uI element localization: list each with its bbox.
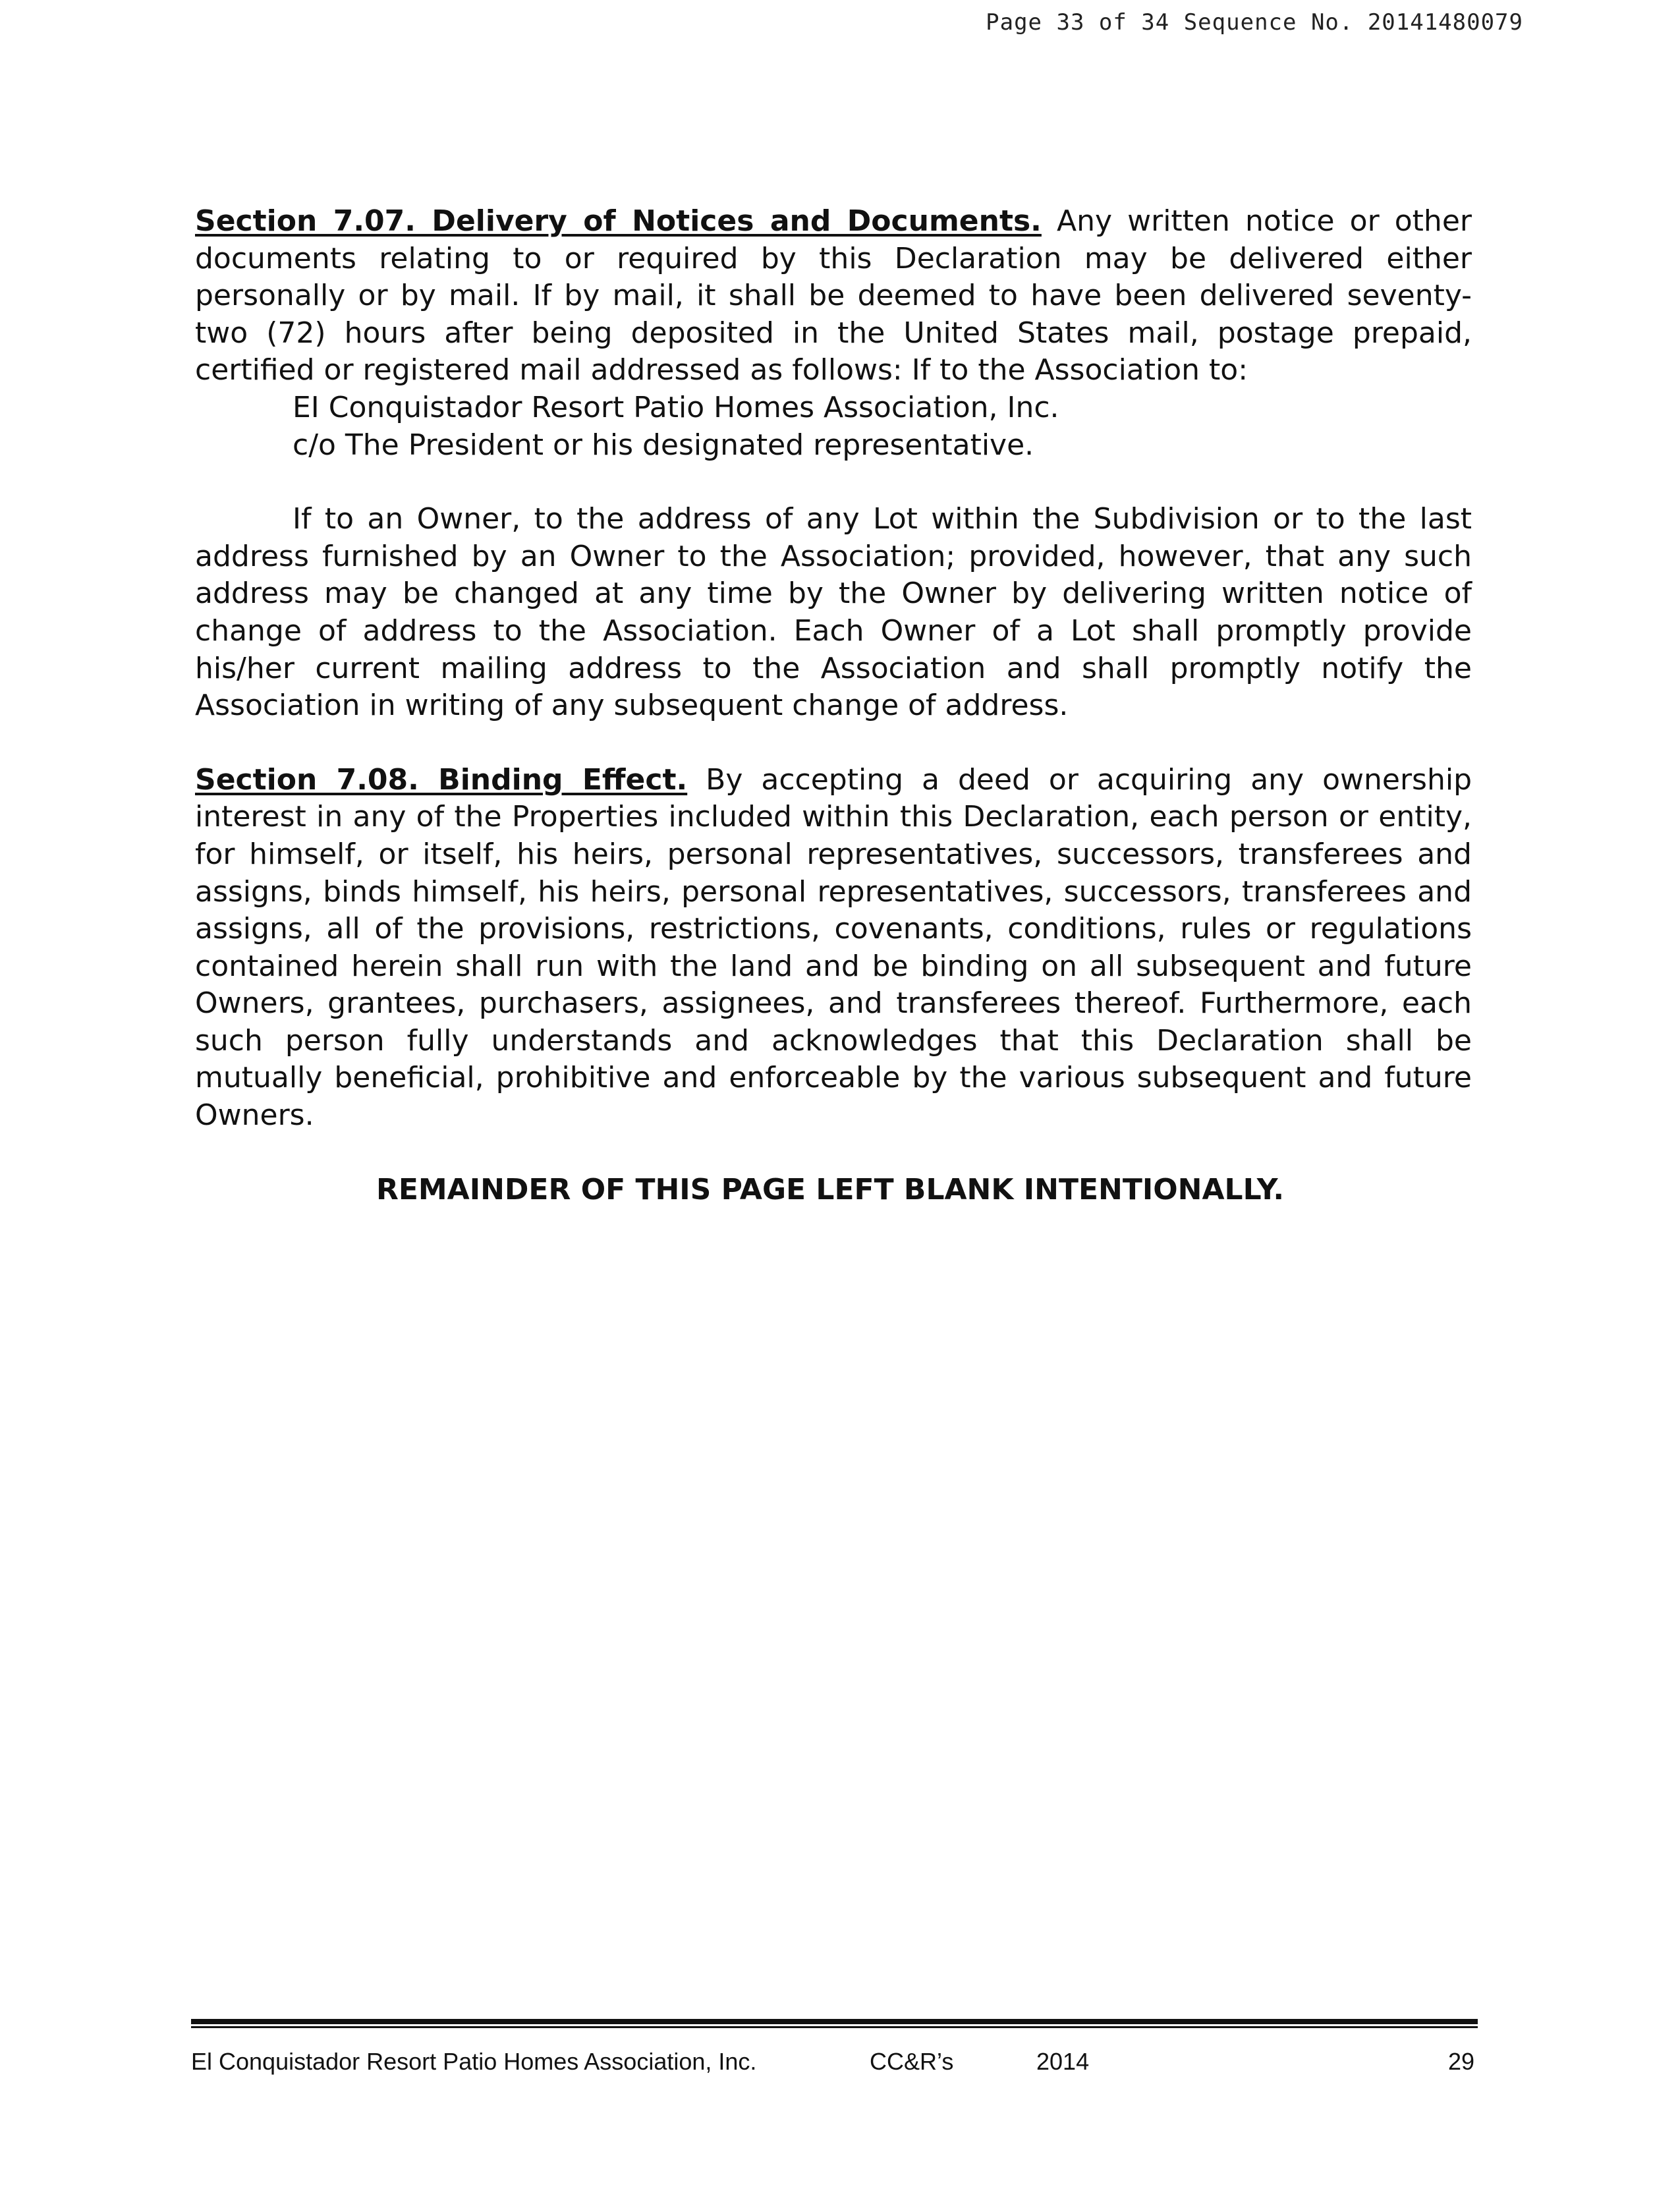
association-address-line-1: EI Conquistador Resort Patio Homes Association, Inc. [293, 390, 1059, 424]
footer-document-name: CC&R’s [870, 2048, 954, 2075]
footer-page-number: 29 [1447, 2048, 1474, 2075]
owner-notice-paragraph: If to an Owner, to the address of any Lot within the Subdivision or to the last address furnished by an Owner to the Association; provided, however, that any such address may be changed at any time by the Owner by delivering written notice of change of address to the Association. Each Owner of a Lot shall promptly provide his/her current mailing address to the Association and shall promptly notify the Association in writing of any subsequent change of address. [195, 502, 1472, 723]
document-body [195, 203, 1472, 1208]
footer-rule-thin [191, 2026, 1478, 2028]
footer-organization: El Conquistador Resort Patio Homes Association, Inc. [191, 2048, 757, 2075]
remainder-blank-notice: REMAINDER OF THIS PAGE LEFT BLANK INTENTIONALLY. [376, 1172, 1285, 1206]
section-7-08-heading: Section 7.08. Binding Effect. [195, 762, 688, 797]
association-address-line-2: c/o The President or his designated representative. [293, 428, 1034, 462]
section-7-08-body: By accepting a deed or acquiring any ownership interest in any of the Properties included within this Declaration, each person or entity, for himself, or itself, his heirs, personal representatives, successors, transferees and assigns, binds himself, his heirs, personal representatives, successors, transferees and assigns, all of the provisions, restrictions, covenants, conditions, rules or regulations contained herein shall run with the land and be binding on all subsequent and future Owners, grantees, purchasers, assignees, and transferees thereof. Furthermore, each such person fully understands and acknowledges that this Declaration shall be mutually beneficial, prohibitive and enforceable by the various subsequent and future Owners. [195, 762, 1472, 1133]
page-footer [191, 2048, 1474, 2081]
section-7-07-heading: Section 7.07. Delivery of Notices and Documents. [195, 204, 1042, 238]
footer-year: 2014 [1036, 2048, 1090, 2075]
footer-rule-thick [191, 2019, 1478, 2024]
section-7-07-paragraph [195, 203, 1472, 389]
section-7-08-paragraph [195, 762, 1472, 1135]
section-7-07-body: Any written notice or other documents relating to or required by this Declaration may be delivered either personally or by mail. If by mail, it shall be deemed to have been delivered seventy-two (72) hours after being deposited in the United States mail, postage prepaid, certified or registered mail addressed as follows: If to the Association to: [195, 204, 1472, 387]
page-sequence-header: Page 33 of 34 Sequence No. 20141480079 [986, 9, 1523, 36]
